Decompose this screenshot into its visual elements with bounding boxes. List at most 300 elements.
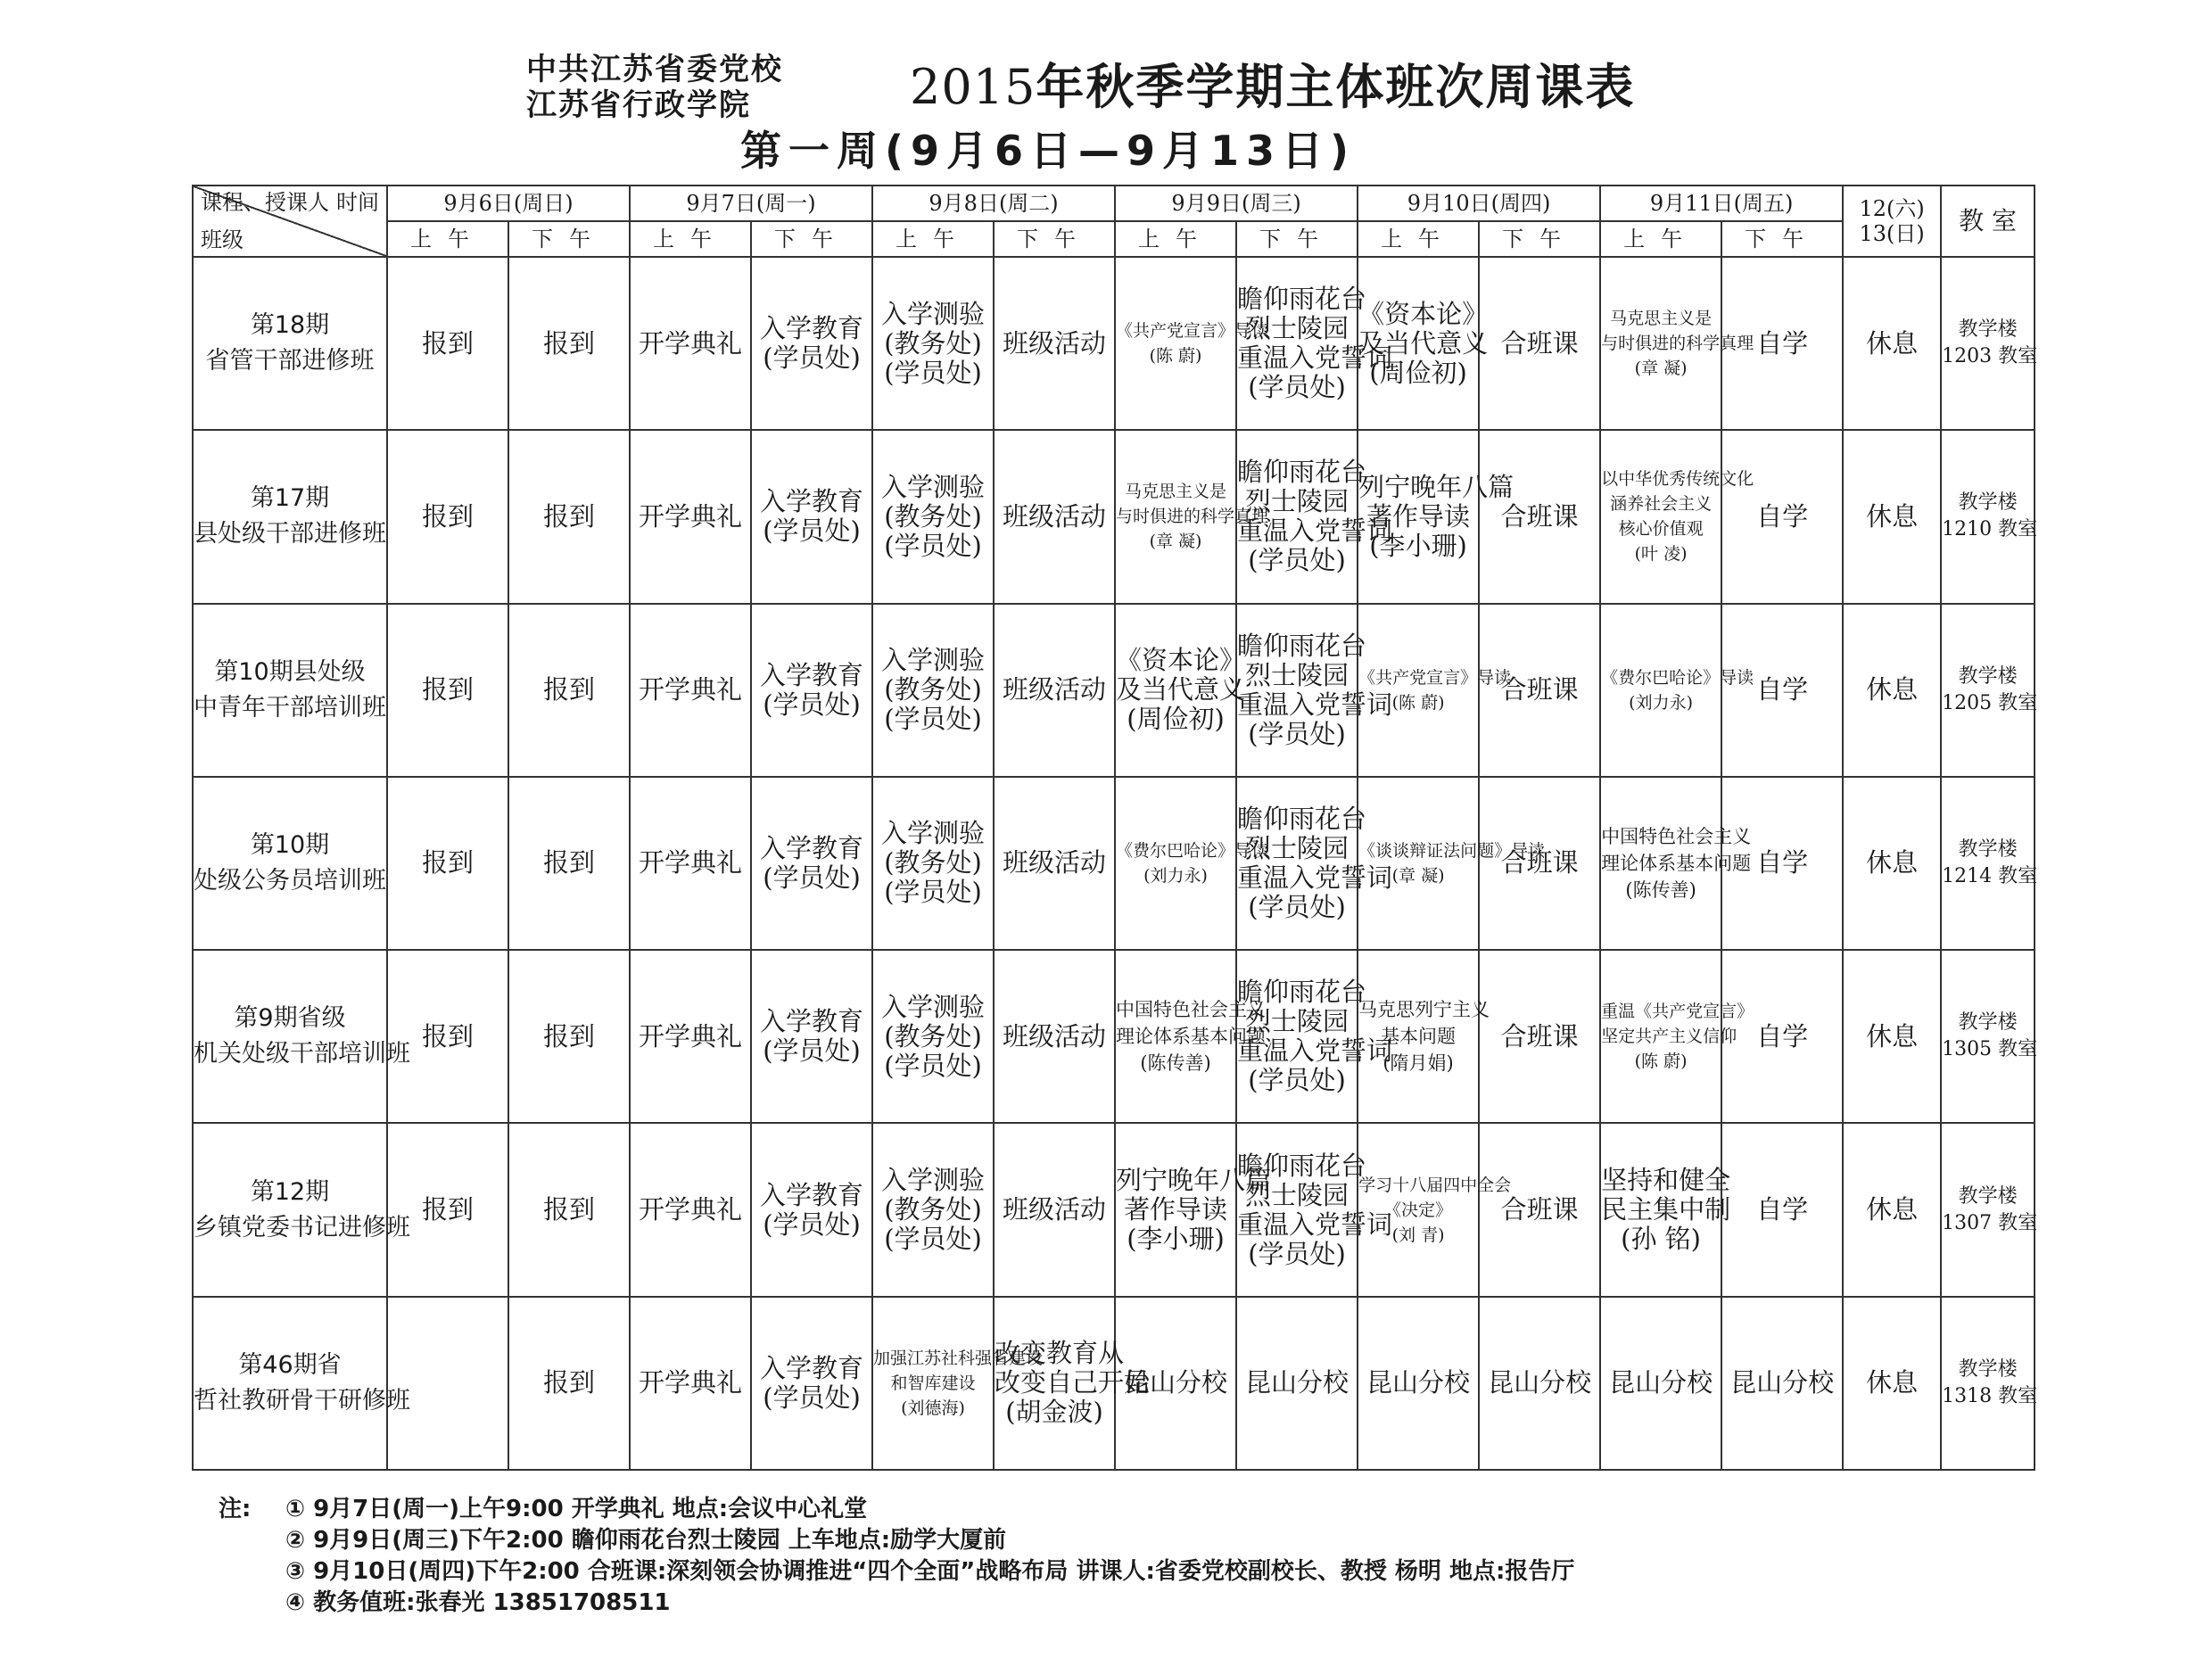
room-cell xyxy=(1941,950,2038,1123)
am-header: 上午 xyxy=(1600,221,1721,257)
cell-line: 重温入党誓词 xyxy=(1237,862,1393,893)
cell-line: (李小珊) xyxy=(1127,1224,1225,1255)
cell-line: 班级活动 xyxy=(1003,500,1107,532)
note-item: ④ 教务值班:张春光 13851708511 xyxy=(285,1589,671,1616)
schedule-cell xyxy=(1600,430,1754,603)
cell-line: 入学测验 xyxy=(881,991,986,1022)
schedule-cell xyxy=(751,1123,872,1296)
schedule-cell xyxy=(1115,604,1246,777)
schedule-table xyxy=(192,185,2038,1471)
cell-line: (教务处) xyxy=(884,674,982,705)
schedule-cell xyxy=(1358,430,1515,603)
schedule-cell xyxy=(872,1297,1044,1470)
cell-line: 瞻仰雨花台 xyxy=(1237,630,1367,661)
cell-line: (刘力永) xyxy=(1143,865,1208,886)
corner-course-label: 课程、授课人 xyxy=(201,190,329,215)
schedule-cell xyxy=(387,430,508,603)
cell-line: (学员处) xyxy=(763,1035,861,1067)
note-item: ② 9月9日(周三)下午2:00 瞻仰雨花台烈士陵园 上车地点:励学大厦前 xyxy=(285,1527,1007,1554)
schedule-cell xyxy=(1236,950,1393,1123)
schedule-cell xyxy=(630,950,751,1123)
cell-line: (刘德海) xyxy=(901,1398,965,1418)
class-name-cell xyxy=(193,1297,410,1470)
schedule-cell xyxy=(994,1297,1151,1470)
cell-line: 《费尔巴哈论》导读 xyxy=(1116,840,1269,861)
cell-line: 合班课 xyxy=(1500,674,1579,705)
cell-line: 烈士陵园 xyxy=(1245,313,1349,344)
cell-line: 列宁晚年八篇 xyxy=(1116,1165,1272,1196)
schedule-cell xyxy=(630,430,751,603)
room-cell xyxy=(1941,777,2038,950)
cell-line: 列宁晚年八篇 xyxy=(1358,471,1515,502)
cell-line: 《决定》 xyxy=(1384,1200,1453,1220)
schedule-cell xyxy=(1721,1297,1843,1470)
cell-line: (陈传善) xyxy=(1625,878,1696,901)
cell-line: 昆山分校 xyxy=(1124,1367,1228,1398)
corner-class-label: 班级 xyxy=(201,227,243,252)
class-name-line: 第17期 xyxy=(250,484,330,513)
corner-header xyxy=(193,186,387,257)
room-line: 1318 教室 xyxy=(1942,1384,2038,1407)
cell-line: 报到 xyxy=(543,1194,596,1225)
day-header: 9月6日(周日) xyxy=(387,186,630,221)
schedule-cell xyxy=(1115,1123,1272,1296)
class-row xyxy=(193,1297,2035,1470)
schedule-cell xyxy=(751,257,872,430)
cell-line: (胡金波) xyxy=(1005,1397,1103,1428)
cell-line: 入学教育 xyxy=(760,313,864,344)
cell-line: (章 凝) xyxy=(1149,532,1202,552)
cell-line: 著作导读 xyxy=(1366,500,1471,532)
schedule-cell xyxy=(508,604,630,777)
room-line: 1305 教室 xyxy=(1942,1038,2038,1061)
weekend-rest-cell: 休息 xyxy=(1843,1123,1941,1296)
room-line: 1214 教室 xyxy=(1942,864,2038,887)
schedule-cell xyxy=(1115,777,1269,950)
pm-header: 下午 xyxy=(751,221,872,257)
class-name-line: 第10期 xyxy=(250,830,330,859)
cell-line: 《资本论》 xyxy=(1116,645,1246,676)
cell-line: 重温入党誓词 xyxy=(1237,1035,1393,1067)
cell-line: 《资本论》 xyxy=(1358,298,1489,329)
cell-line: 《共产党宣言》导读 xyxy=(1358,667,1512,688)
am-header: 上午 xyxy=(1358,221,1479,257)
cell-line: 报到 xyxy=(543,1020,596,1052)
cell-line: 瞻仰雨花台 xyxy=(1237,1150,1367,1181)
cell-line: 加强江苏社科强省建设 xyxy=(873,1348,1044,1368)
class-row xyxy=(193,257,2035,430)
cell-line: 班级活动 xyxy=(1003,327,1107,359)
schedule-cell xyxy=(387,950,508,1123)
cell-line: 烈士陵园 xyxy=(1245,486,1349,517)
schedule-cell xyxy=(872,604,994,777)
cell-line: (刘 青) xyxy=(1391,1225,1445,1245)
cell-line: 《共产党宣言》导读 xyxy=(1116,321,1269,342)
cell-line: 入学测验 xyxy=(881,818,986,849)
cell-line: 民主集中制 xyxy=(1601,1194,1731,1225)
class-name-cell xyxy=(193,1123,410,1296)
title-year: 2015 xyxy=(910,59,1036,115)
room-line: 教学楼 xyxy=(1958,664,2018,688)
cell-line: (隋月娟) xyxy=(1382,1052,1454,1075)
weekend-rest-cell: 休息 xyxy=(1843,950,1941,1123)
weekend-rest-cell: 休息 xyxy=(1843,430,1941,603)
class-row xyxy=(193,1123,2035,1296)
class-name-line: 省管干部进修班 xyxy=(205,347,375,375)
cell-line: 入学测验 xyxy=(881,1165,986,1196)
cell-line: 重温入党誓词 xyxy=(1237,689,1393,720)
schedule-cell xyxy=(872,950,994,1123)
cell-line: 瞻仰雨花台 xyxy=(1237,284,1367,315)
schedule-cell xyxy=(508,1297,630,1470)
schedule-cell xyxy=(387,257,508,430)
class-name-line: 第9期省级 xyxy=(234,1004,346,1033)
pm-header: 下午 xyxy=(1479,221,1600,257)
cell-line: (周俭初) xyxy=(1127,704,1225,735)
note-item: ① 9月7日(周一)上午9:00 开学典礼 地点:会议中心礼堂 xyxy=(285,1496,868,1522)
schedule-cell xyxy=(508,950,630,1123)
day-header: 9月9日(周三) xyxy=(1115,186,1358,221)
schedule-cell xyxy=(872,430,994,603)
cell-line: 合班课 xyxy=(1500,500,1579,532)
schedule-cell xyxy=(872,1123,994,1296)
cell-line: 昆山分校 xyxy=(1245,1367,1349,1398)
room-cell xyxy=(1941,604,2038,777)
schedule-cell xyxy=(1600,1123,1731,1296)
cell-line: (学员处) xyxy=(884,704,982,735)
class-name-line: 县处级干部进修班 xyxy=(194,520,386,549)
cell-line: 昆山分校 xyxy=(1730,1367,1835,1398)
cell-line: 班级活动 xyxy=(1003,847,1107,878)
cell-line: 班级活动 xyxy=(1003,1020,1107,1052)
day-header: 9月11日(周五) xyxy=(1600,186,1843,221)
schedule-cell xyxy=(751,604,872,777)
schedule-cell xyxy=(994,1123,1115,1296)
class-name-cell xyxy=(193,257,387,430)
cell-line: (教务处) xyxy=(884,327,982,359)
schedule-cell xyxy=(1479,430,1600,603)
cell-line: 《费尔巴哈论》导读 xyxy=(1601,667,1754,688)
cell-line: (学员处) xyxy=(763,1208,861,1240)
class-row xyxy=(193,604,2035,777)
cell-line: 昆山分校 xyxy=(1609,1367,1713,1398)
cell-line: 报到 xyxy=(421,327,474,359)
cell-line: (学员处) xyxy=(763,689,861,720)
schedule-cell xyxy=(1600,777,1752,950)
cell-line: 入学测验 xyxy=(881,298,986,329)
room-line: 教学楼 xyxy=(1958,1184,2018,1208)
cell-line: 班级活动 xyxy=(1003,674,1107,705)
weekend-sat: 12(六) xyxy=(1859,196,1925,221)
cell-line: 核心价值观 xyxy=(1618,519,1704,540)
cell-line: 合班课 xyxy=(1500,327,1579,359)
cell-line: 重温入党誓词 xyxy=(1237,342,1393,374)
schedule-cell xyxy=(1115,950,1267,1123)
cell-line: 坚定共产主义信仰 xyxy=(1601,1027,1737,1047)
cell-line: (学员处) xyxy=(1248,891,1346,922)
cell-line: 开学典礼 xyxy=(639,847,743,878)
cell-line: 开学典礼 xyxy=(639,327,743,359)
schedule-cell xyxy=(1600,950,1754,1123)
schedule-cell xyxy=(1236,777,1393,950)
cell-line: (学员处) xyxy=(1248,1238,1346,1269)
cell-line: 报到 xyxy=(421,674,474,705)
cell-line: (教务处) xyxy=(884,1020,982,1052)
cell-line: 改变教育从 xyxy=(995,1338,1125,1369)
org-line-1: 中共江苏省委党校 xyxy=(526,52,783,87)
cell-line: (学员处) xyxy=(1248,1065,1346,1096)
class-name-line: 第12期 xyxy=(250,1177,330,1206)
schedule-cell xyxy=(1236,430,1393,603)
schedule-cell xyxy=(387,777,508,950)
schedule-cell xyxy=(1600,1297,1721,1470)
schedule-cell xyxy=(872,777,994,950)
schedule-cell xyxy=(1479,777,1600,950)
schedule-cell xyxy=(1115,1297,1236,1470)
room-cell xyxy=(1941,430,2038,603)
cell-line: (学员处) xyxy=(884,877,982,908)
schedule-cell xyxy=(994,430,1115,603)
cell-line: (章 凝) xyxy=(1391,865,1445,886)
class-name-line: 第18期 xyxy=(250,311,330,340)
cell-line: 报到 xyxy=(421,500,474,532)
weekend-rest-cell: 休息 xyxy=(1843,777,1941,950)
cell-line: 中国特色社会主义 xyxy=(1601,825,1752,847)
room-line: 教学楼 xyxy=(1958,1357,2018,1381)
am-header: 上午 xyxy=(387,221,508,257)
cell-line: 瞻仰雨花台 xyxy=(1237,457,1367,488)
schedule-cell xyxy=(508,430,630,603)
cell-line: (教务处) xyxy=(884,1194,982,1225)
class-name-line: 中青年干部培训班 xyxy=(194,693,386,722)
schedule-cell xyxy=(1358,257,1489,430)
cell-line: 烈士陵园 xyxy=(1245,659,1349,690)
cell-line: (孙 铭) xyxy=(1621,1224,1701,1255)
weekend-header xyxy=(1843,186,1941,257)
week-range: 第一周(9月6日—9月13日) xyxy=(740,127,1357,175)
class-name-cell xyxy=(193,604,387,777)
room-line: 1307 教室 xyxy=(1942,1211,2038,1234)
cell-line: (陈 蔚) xyxy=(1634,1052,1688,1072)
cell-line: 基本问题 xyxy=(1381,1026,1457,1048)
cell-line: 合班课 xyxy=(1500,847,1579,878)
cell-line: (陈 蔚) xyxy=(1149,346,1202,367)
cell-line: 入学教育 xyxy=(760,1352,864,1383)
schedule-cell xyxy=(630,257,751,430)
cell-line: 报到 xyxy=(543,327,596,359)
room-line: 1205 教室 xyxy=(1942,691,2038,714)
class-name-cell xyxy=(193,950,410,1123)
room-header: 教 室 xyxy=(1941,186,2035,257)
cell-line: 重温入党誓词 xyxy=(1237,516,1393,547)
cell-line: (李小珊) xyxy=(1369,530,1467,561)
room-cell xyxy=(1941,1123,2038,1296)
cell-line: 烈士陵园 xyxy=(1245,832,1349,863)
cell-line: 自学 xyxy=(1756,674,1809,705)
class-row xyxy=(193,777,2035,950)
weekend-rest-cell: 休息 xyxy=(1843,1297,1941,1470)
cell-line: (学员处) xyxy=(884,1050,982,1081)
schedule-cell xyxy=(1115,430,1269,603)
schedule-cell xyxy=(387,604,508,777)
room-line: 教学楼 xyxy=(1958,837,2018,861)
cell-line: (刘力永) xyxy=(1629,692,1693,713)
org-line-2: 江苏省行政学院 xyxy=(526,87,751,123)
cell-line: 报到 xyxy=(421,847,474,878)
cell-line: 入学教育 xyxy=(760,832,864,863)
schedule-cell xyxy=(751,1297,872,1470)
room-cell xyxy=(1941,257,2038,430)
cell-line: 报到 xyxy=(543,500,596,532)
schedule-cell xyxy=(387,1123,508,1296)
schedule-cell xyxy=(872,257,994,430)
title-text: 年秋季学期主体班次周课表 xyxy=(1036,59,1636,115)
class-row xyxy=(193,430,2035,603)
cell-line: 报到 xyxy=(421,1194,474,1225)
cell-line: 与时俱进的科学真理 xyxy=(1601,334,1754,354)
schedule-cell xyxy=(508,257,630,430)
day-header: 9月8日(周二) xyxy=(872,186,1115,221)
class-name-line: 处级公务员培训班 xyxy=(194,866,386,895)
schedule-cell xyxy=(1479,950,1600,1123)
cell-line: 合班课 xyxy=(1500,1194,1579,1225)
cell-line: 报到 xyxy=(543,1367,596,1398)
cell-line: (学员处) xyxy=(1248,372,1346,403)
cell-line: 与时俱进的科学真理 xyxy=(1116,507,1269,527)
cell-line: 马克思列宁主义 xyxy=(1358,999,1490,1021)
schedule-cell xyxy=(751,430,872,603)
cell-line: (陈 蔚) xyxy=(1391,692,1445,713)
cell-line: 入学教育 xyxy=(760,1006,864,1037)
cell-line: (学员处) xyxy=(763,342,861,374)
schedule-cell xyxy=(1600,604,1754,777)
cell-line: 报到 xyxy=(421,1020,474,1052)
document-title xyxy=(910,52,1635,123)
cell-line: 理论体系基本问题 xyxy=(1601,852,1752,874)
cell-line: 以中华优秀传统文化 xyxy=(1601,469,1754,490)
room-line: 1210 教室 xyxy=(1942,518,2038,541)
cell-line: 报到 xyxy=(543,674,596,705)
cell-line: (学员处) xyxy=(1248,718,1346,749)
cell-line: 开学典礼 xyxy=(639,1020,743,1052)
class-row xyxy=(193,950,2035,1123)
cell-line: 开学典礼 xyxy=(639,500,743,532)
cell-line: 开学典礼 xyxy=(639,674,743,705)
cell-line: 自学 xyxy=(1756,1194,1809,1225)
schedule-cell xyxy=(508,777,630,950)
schedule-cell xyxy=(387,1297,508,1470)
cell-line: (学员处) xyxy=(763,1382,861,1413)
schedule-cell xyxy=(994,777,1115,950)
cell-line: 自学 xyxy=(1756,327,1809,359)
cell-line: (陈传善) xyxy=(1140,1052,1211,1075)
weekend-rest-cell: 休息 xyxy=(1843,604,1941,777)
notes-label: 注: xyxy=(219,1496,252,1522)
cell-line: 改变自己开始 xyxy=(995,1367,1151,1398)
cell-line: (学员处) xyxy=(884,357,982,388)
cell-line: 瞻仰雨花台 xyxy=(1237,977,1367,1008)
schedule-cell xyxy=(1721,1123,1843,1296)
cell-line: 重温《共产党宣言》 xyxy=(1601,1002,1754,1022)
schedule-cell xyxy=(751,777,872,950)
cell-line: 重温入党誓词 xyxy=(1237,1208,1393,1240)
cell-line: 学习十八届四中全会 xyxy=(1358,1175,1512,1195)
class-name-line: 第46期省 xyxy=(238,1350,342,1379)
cell-line: 自学 xyxy=(1756,847,1809,878)
am-header: 上午 xyxy=(872,221,994,257)
am-header: 上午 xyxy=(1115,221,1236,257)
schedule-body xyxy=(193,257,2038,1470)
cell-line: 及当代意义 xyxy=(1358,327,1489,359)
class-name-line: 第10期县处级 xyxy=(214,657,366,686)
schedule-cell xyxy=(1236,1297,1358,1470)
schedule-cell xyxy=(1115,257,1269,430)
cell-line: 和智库建设 xyxy=(890,1373,976,1393)
cell-line: (学员处) xyxy=(884,530,982,561)
cell-line: 著作导读 xyxy=(1124,1194,1228,1225)
cell-line: (周俭初) xyxy=(1369,357,1467,388)
cell-line: 坚持和健全 xyxy=(1601,1165,1731,1196)
cell-line: 入学教育 xyxy=(760,1179,864,1210)
weekend-sun: 13(日) xyxy=(1859,221,1925,246)
schedule-cell xyxy=(1236,604,1393,777)
schedule-cell xyxy=(994,257,1115,430)
cell-line: 涵养社会主义 xyxy=(1610,494,1713,515)
corner-time-label: 时间 xyxy=(336,190,379,215)
schedule-cell xyxy=(994,950,1115,1123)
cell-line: 自学 xyxy=(1756,1020,1809,1052)
cell-line: 开学典礼 xyxy=(639,1194,743,1225)
cell-line: (叶 凌) xyxy=(1634,544,1688,565)
cell-line: 瞻仰雨花台 xyxy=(1237,803,1367,834)
weekend-rest-cell: 休息 xyxy=(1843,257,1941,430)
schedule-cell xyxy=(1721,604,1843,777)
am-header: 上午 xyxy=(630,221,751,257)
cell-line: 报到 xyxy=(543,847,596,878)
cell-line: (章 凝) xyxy=(1634,359,1688,379)
class-name-line: 哲社教研骨干研修班 xyxy=(194,1386,410,1415)
room-line: 教学楼 xyxy=(1958,491,2018,515)
schedule-cell xyxy=(508,1123,630,1296)
schedule-cell xyxy=(1358,1297,1479,1470)
schedule-cell xyxy=(1236,257,1393,430)
room-line: 教学楼 xyxy=(1958,318,2018,342)
class-name-cell xyxy=(193,430,387,603)
day-header: 9月10日(周四) xyxy=(1358,186,1600,221)
cell-line: (学员处) xyxy=(763,516,861,547)
schedule-cell xyxy=(1479,1297,1600,1470)
pm-header: 下午 xyxy=(1721,221,1843,257)
class-name-line: 乡镇党委书记进修班 xyxy=(194,1213,410,1241)
cell-line: 昆山分校 xyxy=(1366,1367,1471,1398)
class-name-line: 机关处级干部培训班 xyxy=(194,1040,410,1068)
cell-line: 及当代意义 xyxy=(1116,674,1246,705)
cell-line: (学员处) xyxy=(1248,545,1346,576)
schedule-cell xyxy=(630,1297,751,1470)
room-cell xyxy=(1941,1297,2038,1470)
cell-line: 理论体系基本问题 xyxy=(1116,1026,1267,1048)
schedule-cell xyxy=(1479,604,1600,777)
cell-line: 昆山分校 xyxy=(1488,1367,1592,1398)
cell-line: 入学测验 xyxy=(881,471,986,502)
organization-names xyxy=(526,52,901,123)
pm-header: 下午 xyxy=(508,221,630,257)
pm-header: 下午 xyxy=(994,221,1115,257)
note-item: ③ 9月10日(周四)下午2:00 合班课:深刻领会协调推进“四个全面”战略布局 讲课人:省委党校副校长、教授 杨明 地点:报告厅 xyxy=(285,1558,1575,1585)
cell-line: 中国特色社会主义 xyxy=(1116,999,1267,1021)
room-line: 1203 教室 xyxy=(1942,345,2038,368)
schedule-cell xyxy=(994,604,1115,777)
